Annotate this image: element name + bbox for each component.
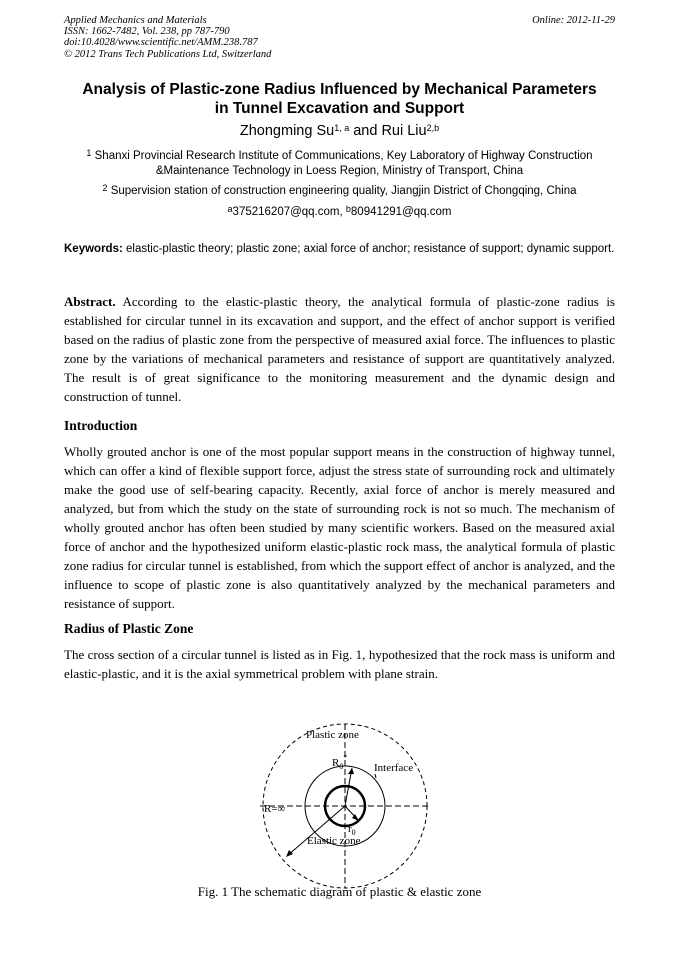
copyright: © 2012 Trans Tech Publications Ltd, Switzerland — [64, 48, 272, 60]
affiliation-1-line-2: &Maintenance Technology in Loess Region, Ministry of Transport, China — [155, 165, 524, 177]
affiliation-2 — [64, 184, 615, 199]
author-1: Zhongming Su — [239, 123, 335, 139]
r0-star-arrowhead — [348, 768, 354, 774]
authors-and: and — [349, 123, 382, 139]
figure-1-caption: Fig. 1 The schematic diagram of plastic & elastic zone — [197, 884, 482, 899]
emails — [64, 205, 615, 220]
authors — [64, 122, 615, 140]
affiliation-2-text: Supervision station of construction engineering quality, Jiangjin District of Chongqing, China — [107, 185, 577, 197]
radius-text: The cross section of a circular tunnel is listed as in Fig. 1, hypothesized that the rock mass is uniform and elastic-plastic, and it is the axial symmetrical problem with plane strain. — [64, 647, 615, 681]
journal-header — [64, 15, 615, 60]
elastic-zone-label: Elastic zone — [307, 835, 361, 847]
r-infinity-label: R=∞ — [264, 803, 286, 815]
keywords — [64, 242, 615, 257]
interface-label: Interface — [374, 762, 414, 774]
plastic-zone-label: Plastic zone — [306, 729, 359, 741]
r0-label: $r_0$ — [348, 823, 356, 837]
affiliation-2-superscript: 2 — [102, 183, 108, 193]
author-1-superscript: 1, a — [334, 123, 350, 133]
keywords-label: Keywords: — [64, 243, 123, 255]
affiliation-1-superscript: 1 — [86, 148, 92, 158]
r0-star-label: $R_0^*$ — [332, 753, 348, 771]
affiliation-1-line-1: Shanxi Provincial Research Institute of Communications, Key Laboratory of Highway Construction — [91, 150, 593, 162]
introduction-heading: Introduction — [64, 418, 138, 433]
keywords-text: elastic-plastic theory; plastic zone; axial force of anchor; resistance of support; dynamic support. — [122, 243, 615, 255]
figure-1-diagram — [250, 716, 440, 896]
radius-heading: Radius of Plastic Zone — [64, 621, 194, 636]
title-line-2: in Tunnel Excavation and Support — [214, 100, 465, 117]
email-b-superscript: b — [345, 204, 351, 214]
author-2: Rui Liu — [381, 123, 427, 139]
doi: doi:10.4028/www.scientific.net/AMM.238.787 — [64, 37, 258, 49]
journal-name: Applied Mechanics and Materials — [64, 15, 207, 26]
abstract — [64, 292, 615, 406]
online-date: Online: 2012-11-29 — [532, 15, 615, 26]
issn: ISSN: 1662-7482, Vol. 238, pp 787-790 — [64, 26, 230, 38]
interface-leader — [375, 774, 376, 778]
introduction-text: Wholly grouted anchor is one of the most popular support means in the construction of highway tunnel, which can offer a kind of flexible support force, adjust the stress state of surrounding rock and ultimately make the good use of self-bearing capacity. Recently, axial force of anchor is merely measured and analyzed, but from which the study on the state of surrounding rock is not so much. The mechanism of wholly grouted anchor has often been studied by many scientific workers. Based on the measured axial force of anchor and the hypothesized uniform elastic-plastic rock mass, the analytical formula of plastic zone radius for circular tunnel is established, from which the support effect of anchor is analyzed, and the influence to scope of plastic zone is also quantitatively analyzed by the mechanical parameters and resistance of support. — [64, 444, 615, 611]
affiliation-1 — [64, 149, 615, 179]
abstract-text: According to the elastic-plastic theory, the analytical formula of plastic-zone radius is established for circular tunnel in its excavation and support, and the effect of anchor support is verified based on the radius of plastic zone from the perspective of measured axial force. The influences to plastic zone by the variations of mechanical parameters and resistance of support are quantitatively analyzed. The result is of great significance to the monitoring measurement and the dynamic design and construction of tunnel. — [64, 294, 615, 404]
r-infinity-arrowhead — [286, 850, 293, 857]
title-line-1: Analysis of Plastic-zone Radius Influenced by Mechanical Parameters — [82, 81, 597, 98]
email-a-superscript: a — [227, 204, 233, 214]
abstract-label: Abstract. — [64, 294, 116, 309]
email-a[interactable]: 375216207@qq.com, — [232, 206, 346, 218]
email-b[interactable]: 80941291@qq.com — [350, 206, 452, 218]
r-infinity-arrow — [287, 806, 345, 856]
paper-title — [64, 80, 615, 118]
author-2-superscript: 2,b — [426, 123, 440, 133]
